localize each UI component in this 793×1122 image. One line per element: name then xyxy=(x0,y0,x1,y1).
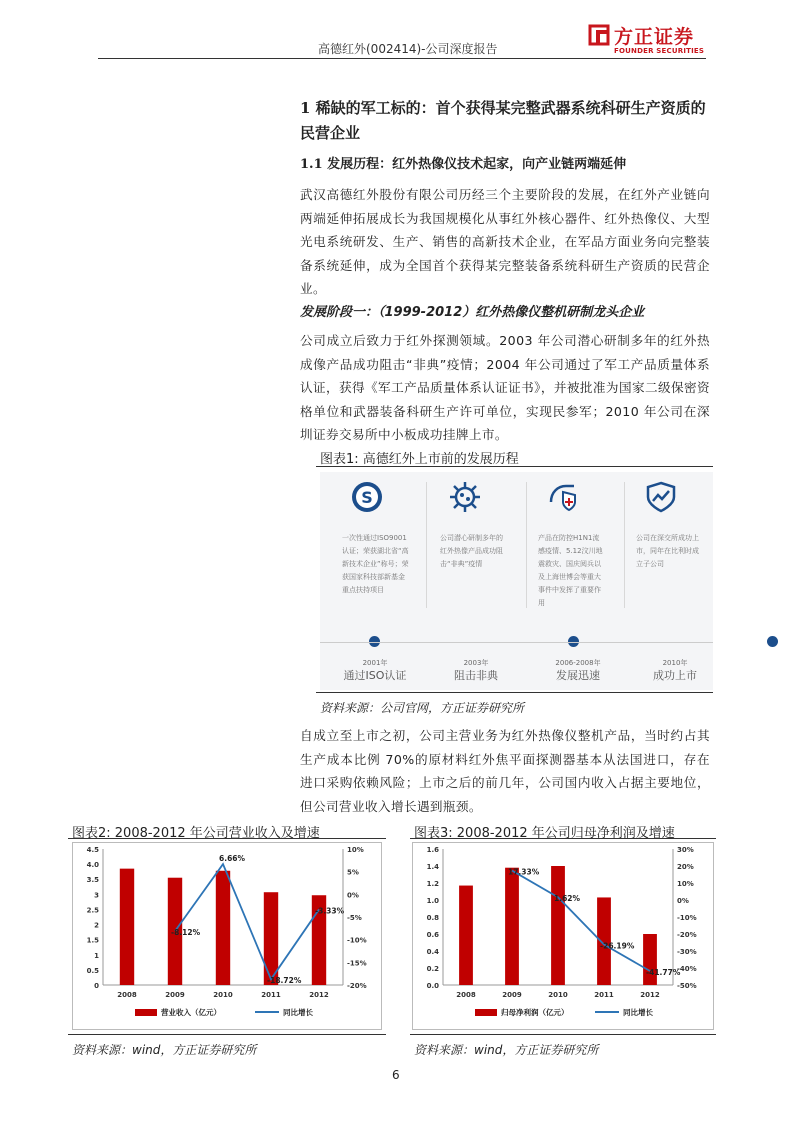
right-axis-tick-label: 20% xyxy=(677,863,694,871)
figure1-top-rule xyxy=(316,466,713,467)
x-axis-tick-label: 2012 xyxy=(640,991,660,999)
legend-bar-swatch xyxy=(135,1009,157,1016)
page-number: 6 xyxy=(392,1068,400,1082)
left-axis-tick-label: 0.4 xyxy=(426,948,439,956)
left-axis-tick-label: 1.4 xyxy=(426,863,439,871)
iso-certification-icon xyxy=(350,480,384,514)
bar-2010 xyxy=(216,871,230,985)
left-axis-tick-label: 0.6 xyxy=(426,931,439,939)
right-axis-tick-label: -50% xyxy=(677,982,697,990)
left-axis-tick-label: 4.0 xyxy=(86,861,99,870)
right-axis-tick-label: -10% xyxy=(347,936,367,945)
timeline-year: 2003年 xyxy=(463,659,489,667)
right-axis-tick-label: 5% xyxy=(347,868,359,877)
legend-line-label: 同比增长 xyxy=(623,1008,653,1017)
intro-paragraph: 武汉高德红外股份有限公司历经三个主要阶段的发展，在红外产业链向两端延伸拓展成长为我国规模化从事红外核心器件、红外热像仪、大型光电系统研发、生产、销售的高新技术企业，在军品方面业务向完整装备系统延伸，成为全国首个获得某完整装备系统科研生产资质的民营企业。 xyxy=(300,187,710,297)
x-axis-tick-label: 2009 xyxy=(502,991,522,999)
left-axis-tick-label: 1 xyxy=(94,951,99,960)
figure2-title: 图表2: 2008-2012 年公司营业收入及增速 xyxy=(72,826,320,841)
legend-bar-label: 归母净利润（亿元） xyxy=(501,1008,569,1017)
figure2-bottom-rule xyxy=(68,1034,386,1035)
timeline-year: 2010年 xyxy=(662,659,688,667)
stage-heading: 发展阶段一：（1999-2012）红外热像仪整机研制龙头企业 xyxy=(300,305,645,320)
x-axis-tick-label: 2011 xyxy=(261,991,281,999)
figure3-top-rule xyxy=(410,838,716,839)
growth-line xyxy=(175,864,319,979)
subsection-heading: 1.1 发展历程：红外热像仪技术起家，向产业链两端延伸 xyxy=(300,157,627,172)
left-axis-tick-label: 3 xyxy=(94,891,99,900)
bar-2008 xyxy=(120,869,134,985)
trend-shield-icon xyxy=(644,480,678,514)
growth-data-label: 6.66% xyxy=(219,854,246,864)
founder-logo-mark-icon xyxy=(588,24,610,46)
right-axis-tick-label: -20% xyxy=(677,931,697,939)
right-axis-tick-label: 30% xyxy=(677,846,694,854)
figure3-title: 图表3: 2008-2012 年公司归母净利润及增速 xyxy=(414,826,675,841)
timeline-column-2001 xyxy=(320,472,418,690)
legend-bar-label: 营业收入（亿元） xyxy=(161,1008,221,1017)
left-axis-tick-label: 0.2 xyxy=(426,965,439,973)
timeline-year: 2006-2008年 xyxy=(555,659,601,667)
growth-data-label: -41.77% xyxy=(646,968,681,978)
timeline-column-2006 xyxy=(516,472,614,690)
growth-data-label: -18.72% xyxy=(267,976,302,986)
timeline-column-2010 xyxy=(614,472,712,690)
growth-data-label: -26.19% xyxy=(600,941,635,951)
figure1-title: 图表1: 高德红外上市前的发展历程 xyxy=(320,452,519,467)
timeline-label: 发展迅速 xyxy=(556,669,600,682)
logo-english-name: FOUNDER SECURITIES xyxy=(614,47,705,55)
timeline-column-2003 xyxy=(418,472,516,690)
stage-paragraph: 公司成立后致力于红外探测领域。2003 年公司潜心研制多年的红外热成像产品成功阻击“非典”疫情；2004 年公司通过了军工产品质量体系认证，获得《军工产品质量体系认证证书》，并被批准为国家二级保密资格单位和武器装备科研生产许可单位，实现民参军；2010 年公司在深圳证券交易所中小板成功挂牌上市。 xyxy=(300,333,710,443)
timeline-label: 阻击非典 xyxy=(454,669,498,682)
x-axis-tick-label: 2008 xyxy=(117,991,137,999)
timeline-dot xyxy=(767,636,778,647)
bar-2008 xyxy=(459,886,473,985)
x-axis-tick-label: 2009 xyxy=(165,991,185,999)
left-axis-tick-label: 3.5 xyxy=(86,876,99,885)
figure3-bottom-rule xyxy=(410,1034,716,1035)
growth-line xyxy=(512,871,650,971)
right-axis-tick-label: -20% xyxy=(347,982,367,990)
timeline-axis xyxy=(320,642,713,643)
figure1-timeline xyxy=(320,472,713,690)
virus-icon xyxy=(448,480,482,514)
left-axis-tick-label: 0.5 xyxy=(86,966,99,975)
right-axis-tick-label: -40% xyxy=(677,965,697,973)
right-axis-tick-label: -15% xyxy=(347,959,367,968)
right-axis-tick-label: 10% xyxy=(347,846,364,854)
x-axis-tick-label: 2008 xyxy=(456,991,476,999)
growth-data-label: 17.33% xyxy=(508,867,540,877)
net-profit-growth-chart xyxy=(413,843,713,1029)
figure1-source: 资料来源：公司官网，方正证券研究所 xyxy=(320,701,525,715)
founder-securities-logo xyxy=(588,24,708,58)
bar-2012 xyxy=(643,934,657,985)
x-axis-tick-label: 2011 xyxy=(594,991,614,999)
revenue-growth-chart xyxy=(73,843,381,1029)
legend-bar-swatch xyxy=(475,1009,497,1016)
right-axis-tick-label: -30% xyxy=(677,948,697,956)
header-divider xyxy=(98,58,706,59)
left-axis-tick-label: 1.5 xyxy=(86,936,99,945)
right-axis-tick-label: 10% xyxy=(677,880,694,888)
left-axis-tick-label: 1.6 xyxy=(426,846,439,854)
timeline-desc: 公司在深交所成功上市，同年在比利时成立子公司 xyxy=(636,534,699,568)
figure1-bottom-rule xyxy=(316,692,713,693)
left-axis-tick-label: 2.5 xyxy=(86,906,99,915)
right-axis-tick-label: -10% xyxy=(677,914,697,922)
timeline-desc: 产品在防控H1N1流感疫情、5.12汶川地震救灾、国庆阅兵以及上海世博会等重大事件中发挥了重要作用 xyxy=(538,534,603,607)
section-heading: 1 稀缺的军工标的：首个获得某完整武器系统科研生产资质的民营企业 xyxy=(300,99,706,142)
timeline-desc: 公司潜心研制多年的红外热像产品成功阻击“非典”疫情 xyxy=(440,534,503,568)
x-axis-tick-label: 2010 xyxy=(213,991,233,999)
bar-2009 xyxy=(505,868,519,985)
timeline-label: 成功上市 xyxy=(653,669,697,682)
figure2-chart-frame xyxy=(72,842,382,1030)
left-axis-tick-label: 0.0 xyxy=(426,982,439,990)
growth-data-label: -8.12% xyxy=(171,928,201,938)
left-axis-tick-label: 0 xyxy=(94,982,99,990)
left-axis-tick-label: 4.5 xyxy=(86,846,99,854)
legend-line-label: 同比增长 xyxy=(283,1008,313,1017)
x-axis-tick-label: 2010 xyxy=(548,991,568,999)
left-axis-tick-label: 0.8 xyxy=(426,914,439,922)
right-axis-tick-label: 0% xyxy=(677,897,689,905)
timeline-label: 通过ISO认证 xyxy=(343,669,407,682)
timeline-year: 2001年 xyxy=(362,659,388,667)
left-axis-tick-label: 1.0 xyxy=(426,897,439,905)
figure2-top-rule xyxy=(68,838,386,839)
right-axis-tick-label: -5% xyxy=(347,914,362,922)
timeline-desc: 一次性通过ISO9001认证；荣获湖北省“高新技术企业”称号；荣获国家科技部新基金重点扶持项目 xyxy=(342,534,409,594)
after-listing-paragraph: 自成立至上市之初，公司主营业务为红外热像仪整机产品，当时约占其生产成本比例 70%的原材料红外焦平面探测器基本从法国进口，存在进口采购依赖风险；上市之后的前几年，公司国内收入占据主要地位，但公司营业收入增长遇到瓶颈。 xyxy=(300,728,710,814)
left-axis-tick-label: 2 xyxy=(94,921,99,930)
growth-data-label: 1.62% xyxy=(554,894,581,904)
report-header-title: 高德红外(002414)-公司深度报告 xyxy=(318,42,498,56)
x-axis-tick-label: 2012 xyxy=(309,991,329,999)
growth-data-label: -3.33% xyxy=(315,906,345,916)
logo-chinese-name: 方正证券 xyxy=(614,26,695,48)
svg-text:S: S xyxy=(361,488,373,507)
left-axis-tick-label: 1.2 xyxy=(426,880,439,888)
right-axis-tick-label: 0% xyxy=(347,891,359,900)
medical-shield-icon xyxy=(546,480,580,514)
figure3-source: 资料来源：wind，方正证券研究所 xyxy=(414,1043,599,1057)
figure3-chart-frame xyxy=(412,842,714,1030)
bar-2010 xyxy=(551,866,565,985)
figure2-source: 资料来源：wind，方正证券研究所 xyxy=(72,1043,257,1057)
